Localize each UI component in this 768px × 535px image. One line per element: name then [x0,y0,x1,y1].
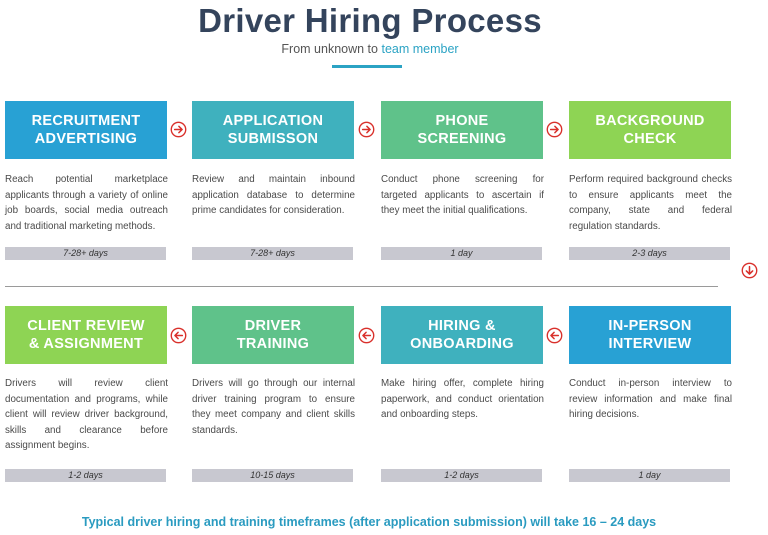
step-box-application-submission: APPLICATION SUBMISSON [192,101,354,159]
page-title: Driver Hiring Process [198,2,542,39]
title-underline [332,65,402,68]
step-box-background-check: BACKGROUND CHECK [569,101,731,159]
step-duration-recruitment-advertising: 7-28+ days [5,247,166,260]
step-description-recruitment-advertising: Reach potential marketplace applicants through a variety of online job boards, social media outreach and traditional marketing methods. [5,174,168,232]
step-description-application-submission: Review and maintain inbound application database to determine prime candidates for consideration. [192,174,355,216]
step-box-hiring-onboarding: HIRING & ONBOARDING [381,306,543,364]
arrow-down-circle-icon [741,262,758,279]
timeframe-summary: Typical driver hiring and training timeframes (after application submission) will take 16 – 24 days [81,515,657,529]
subtitle-prefix: From unknown to [281,42,378,56]
step-description-background-check: Perform required background checks to ensure applicants meet the company, state and federal regulation standards. [569,174,732,232]
arrow-right-circle-icon [170,121,187,138]
page-subtitle [0,42,740,56]
step-box-client-review-assignment: CLIENT REVIEW & ASSIGNMENT [5,306,167,364]
step-duration-client-review-assignment: 1-2 days [5,469,166,482]
row-divider [5,286,718,287]
step-duration-application-submission: 7-28+ days [192,247,353,260]
step-description-phone-screening: Conduct phone screening for targeted applicants to ascertain if they meet the initial qualifications. [381,174,544,216]
arrow-left-circle-icon [358,327,375,344]
subtitle-accent: team member [381,42,459,56]
step-duration-hiring-onboarding: 1-2 days [381,469,542,482]
step-duration-driver-training: 10-15 days [192,469,353,482]
step-box-driver-training: DRIVER TRAINING [192,306,354,364]
arrow-right-circle-icon [546,121,563,138]
step-box-phone-screening: PHONE SCREENING [381,101,543,159]
arrow-right-circle-icon [358,121,375,138]
step-description-hiring-onboarding: Make hiring offer, complete hiring paperwork, and conduct orientation and onboarding steps. [381,378,544,420]
step-description-client-review-assignment: Drivers will review client documentation and programs, while client will review driver background, skills and clearance before assignment begins. [5,378,168,451]
step-duration-phone-screening: 1 day [381,247,542,260]
step-description-driver-training: Drivers will go through our internal driver training program to ensure they meet company and client skills standards. [192,378,355,436]
step-box-in-person-interview: IN-PERSON INTERVIEW [569,306,731,364]
step-duration-in-person-interview: 1 day [569,469,730,482]
step-box-recruitment-advertising: RECRUITMENT ADVERTISING [5,101,167,159]
arrow-left-circle-icon [170,327,187,344]
step-duration-background-check: 2-3 days [569,247,730,260]
step-description-in-person-interview: Conduct in-person interview to review information and make final hiring decisions. [569,378,732,420]
arrow-left-circle-icon [546,327,563,344]
